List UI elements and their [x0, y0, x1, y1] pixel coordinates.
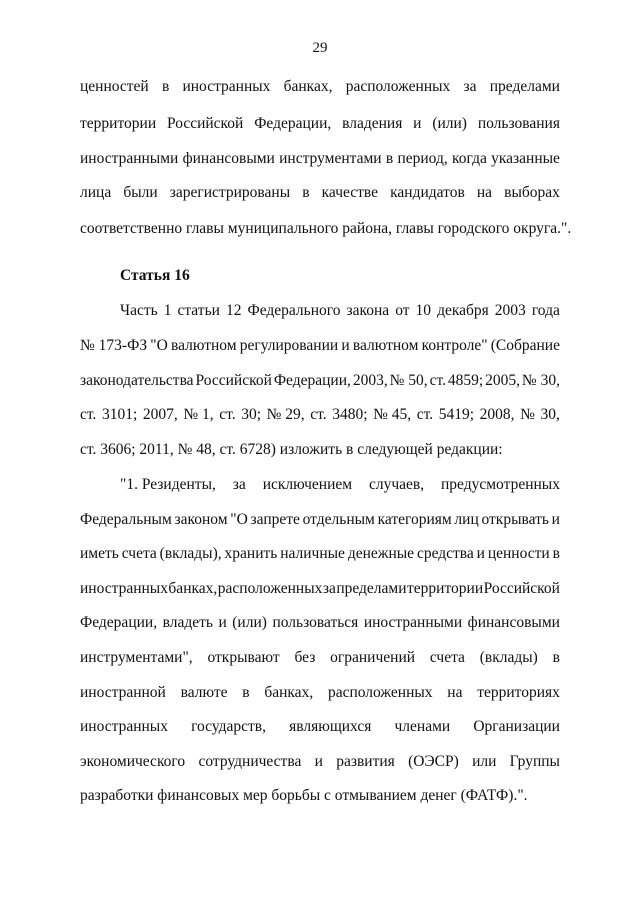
- word: являющихся: [289, 718, 372, 735]
- word: банках,: [283, 78, 333, 95]
- body-text-line: [80, 648, 560, 668]
- word: 10: [415, 302, 432, 319]
- word: иностранных: [182, 78, 271, 95]
- word: (вклады): [479, 649, 538, 666]
- body-text-line: [120, 301, 560, 321]
- word: в: [161, 78, 170, 95]
- body-text-line: [80, 371, 560, 391]
- word: пределами: [336, 580, 407, 597]
- word: запрете: [250, 511, 300, 528]
- word: "1. Резиденты,: [120, 476, 216, 493]
- word: законодательства: [80, 372, 194, 389]
- word: в: [302, 184, 310, 201]
- word: были: [123, 184, 158, 201]
- word: года: [531, 302, 560, 319]
- word: ограничений: [330, 649, 416, 666]
- word: счета: [429, 649, 465, 666]
- word: на: [476, 184, 493, 201]
- word: качестве: [321, 184, 379, 201]
- article-heading: Статья 16: [120, 267, 190, 284]
- body-text-line: [80, 336, 560, 356]
- word: контроле": [421, 337, 488, 354]
- word: банках,: [264, 684, 314, 701]
- word: открывать: [481, 511, 549, 528]
- body-text-line: [80, 717, 560, 737]
- word: развития: [336, 753, 395, 770]
- body-text-line: [80, 510, 560, 530]
- word: валюте: [180, 684, 228, 701]
- word: от: [395, 302, 410, 319]
- word: счета: [121, 545, 157, 562]
- word: за: [322, 580, 336, 597]
- word: иностранной: [80, 684, 166, 701]
- word: 2005,: [485, 372, 520, 389]
- word: расположенных: [217, 580, 323, 597]
- word: инструментами",: [80, 649, 193, 666]
- word: когда: [452, 150, 487, 167]
- word: (или): [232, 614, 267, 631]
- word: Часть: [120, 302, 158, 319]
- word: в: [552, 545, 560, 562]
- word: 5419;: [438, 406, 475, 423]
- word: 2008,: [479, 406, 515, 423]
- word: (вклады),: [159, 545, 222, 562]
- word: пределами: [489, 78, 560, 95]
- word: членами: [394, 718, 451, 735]
- word: предусмотренных: [441, 476, 560, 493]
- word: исключением: [262, 476, 353, 493]
- word: пользования: [477, 115, 560, 132]
- word: экономического: [80, 753, 186, 770]
- word: финансовыми: [467, 614, 560, 631]
- word: лиц: [454, 511, 479, 528]
- word: № 1,: [183, 406, 214, 423]
- word: государств,: [191, 718, 266, 735]
- word: и: [314, 753, 323, 770]
- word: Группы: [509, 753, 560, 770]
- word: Российской: [166, 115, 244, 132]
- word: категориям: [377, 511, 452, 528]
- body-text-line: [80, 613, 560, 633]
- word: владеть: [162, 614, 213, 631]
- word: 30;: [241, 406, 262, 423]
- body-text-line: [80, 752, 560, 772]
- word: статьи: [177, 302, 220, 319]
- word: финансовыми: [182, 150, 275, 167]
- word: хранить: [224, 545, 278, 562]
- word: расположенных: [345, 78, 451, 95]
- body-text-line: ст. 3606; 2011, № 48, ст. 6728) изложить в следующей редакции:: [80, 441, 503, 458]
- word: № 173-ФЗ: [80, 337, 148, 354]
- word: банках,: [168, 580, 218, 597]
- word: иностранных: [80, 718, 168, 735]
- word: или: [472, 753, 497, 770]
- word: Российской: [195, 372, 272, 389]
- word: № 29,: [266, 406, 305, 423]
- page-number: 29: [312, 40, 328, 56]
- word: и: [476, 545, 485, 562]
- word: ценностей: [80, 78, 149, 95]
- body-text-line: [80, 579, 560, 599]
- word: 1: [163, 302, 172, 319]
- word: закона: [346, 302, 390, 319]
- word: 30,: [540, 406, 560, 423]
- word: декабря: [437, 302, 489, 319]
- word: наличные: [280, 545, 345, 562]
- body-text-line: [80, 149, 560, 169]
- word: без: [294, 649, 316, 666]
- body-text-line: [120, 475, 560, 495]
- word: и: [413, 115, 422, 132]
- word: № 30,: [521, 372, 560, 389]
- word: (ОЭСР): [408, 753, 459, 770]
- word: открывают: [207, 649, 280, 666]
- word: Федеральным: [80, 511, 172, 528]
- body-text-line: [80, 183, 560, 203]
- word: зарегистрированы: [169, 184, 291, 201]
- word: 3101;: [101, 406, 138, 423]
- body-text-line: разработки финансовых мер борьбы с отмыванием денег (ФАТФ).".: [80, 787, 528, 804]
- word: и: [218, 614, 227, 631]
- word: валютном: [170, 337, 237, 354]
- word: Федерации,: [273, 372, 351, 389]
- word: ценности: [487, 545, 550, 562]
- word: иностранных: [80, 580, 168, 597]
- word: лица: [80, 184, 112, 201]
- word: ст.: [80, 406, 97, 423]
- word: в: [385, 150, 394, 167]
- word: в: [242, 684, 250, 701]
- word: Федерации,: [254, 115, 332, 132]
- word: владения: [342, 115, 403, 132]
- word: ст.: [429, 372, 446, 389]
- word: 12: [225, 302, 242, 319]
- word: средства: [416, 545, 474, 562]
- body-text-line: соответственно главы муниципального района, главы городского округа.".: [80, 220, 572, 237]
- word: выборах: [504, 184, 560, 201]
- word: 3480;: [332, 406, 368, 423]
- word: законом: [174, 511, 228, 528]
- word: №: [520, 406, 535, 423]
- word: за: [232, 476, 246, 493]
- body-text-line: [80, 683, 560, 703]
- word: (Собрание: [490, 337, 560, 354]
- word: регулировании: [239, 337, 339, 354]
- word: на: [447, 684, 463, 701]
- word: иностранными: [80, 150, 179, 167]
- word: Организации: [473, 718, 560, 735]
- word: Федерального: [247, 302, 341, 319]
- body-text-line: [80, 544, 560, 564]
- word: Российской: [483, 580, 560, 597]
- word: № 45,: [373, 406, 412, 423]
- word: отдельным: [302, 511, 375, 528]
- word: период,: [397, 150, 448, 167]
- word: ст.: [219, 406, 236, 423]
- word: ст.: [310, 406, 327, 423]
- word: валютном: [352, 337, 419, 354]
- word: (или): [432, 115, 467, 132]
- word: "О: [150, 337, 168, 354]
- word: указанные: [491, 150, 560, 167]
- word: расположенных: [327, 684, 433, 701]
- word: Федерации,: [80, 614, 158, 631]
- word: 4859;: [447, 372, 484, 389]
- word: кандидатов: [390, 184, 465, 201]
- body-text-line: [80, 114, 560, 134]
- word: пользоваться: [272, 614, 359, 631]
- word: 2003,: [352, 372, 388, 389]
- word: в: [552, 649, 560, 666]
- word: № 50,: [389, 372, 428, 389]
- word: сотрудничества: [198, 753, 302, 770]
- word: территориях: [477, 684, 560, 701]
- word: 2003: [494, 302, 526, 319]
- word: ст.: [416, 406, 434, 423]
- word: территории: [407, 580, 484, 597]
- word: иметь: [80, 545, 119, 562]
- word: за: [463, 78, 477, 95]
- word: и: [551, 511, 560, 528]
- body-text-line: [80, 77, 560, 97]
- body-text-line: [80, 405, 560, 425]
- word: денежные: [347, 545, 415, 562]
- word: инструментами: [279, 150, 382, 167]
- word: 2007,: [142, 406, 178, 423]
- word: территории: [80, 115, 157, 132]
- word: случаев,: [368, 476, 425, 493]
- word: "О: [230, 511, 248, 528]
- word: иностранными: [363, 614, 463, 631]
- word: и: [341, 337, 350, 354]
